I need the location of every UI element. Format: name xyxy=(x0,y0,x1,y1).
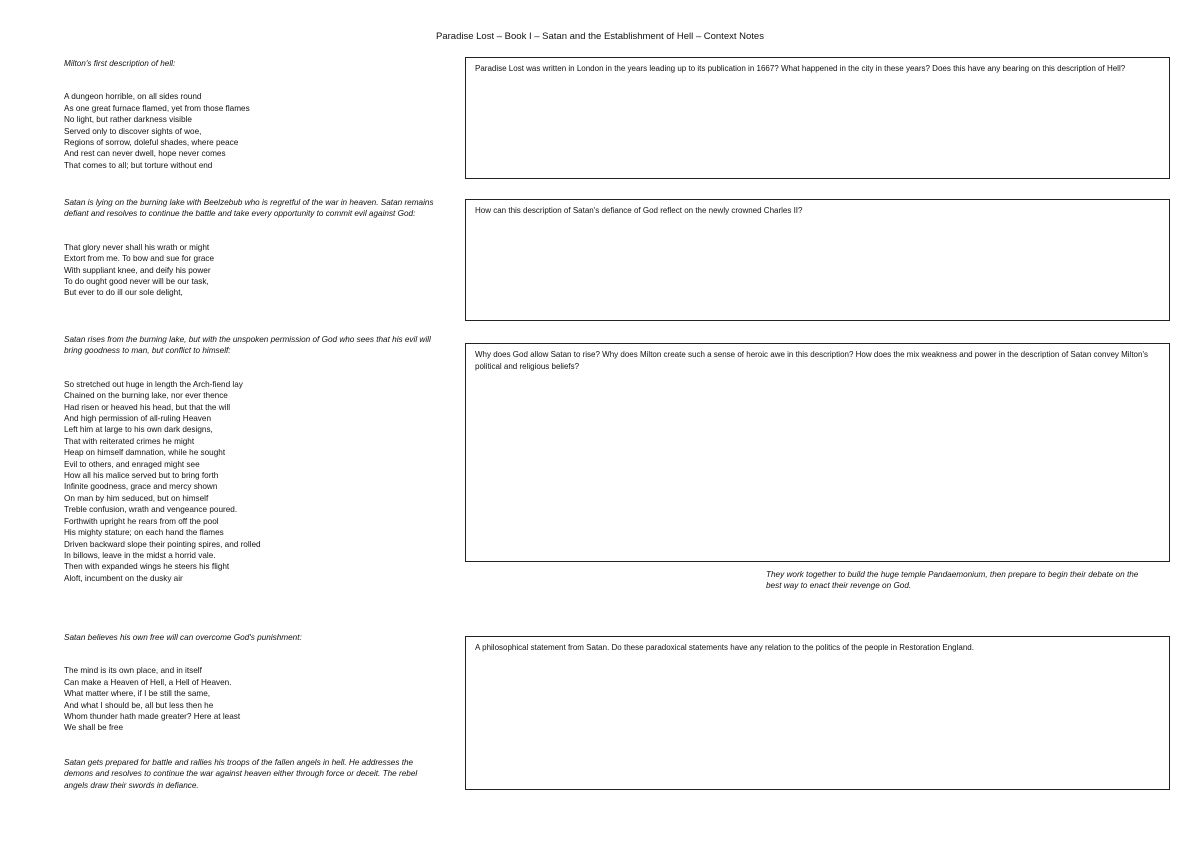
poem-line: Infinite goodness, grace and mercy shown xyxy=(64,482,218,492)
poem-line: But ever to do ill our sole delight, xyxy=(64,288,183,298)
poem-line: And rest can never dwell, hope never comes xyxy=(64,149,226,159)
section-intro: Satan is lying on the burning lake with Beelzebub who is regretful of the war in heaven. Satan remains defiant and resolves to continue the battle and take every opportunity to commit evil against God: xyxy=(64,198,434,219)
poem-line: Driven backward slope their pointing spires, and rolled xyxy=(64,539,261,549)
question-text: A philosophical statement from Satan. Do these paradoxical statements have any relation to the politics of the people in Restoration England. xyxy=(475,643,974,652)
poem-line: That glory never shall his wrath or might xyxy=(64,242,210,252)
section-free-will xyxy=(64,632,439,734)
poem-line: Left him at large to his own dark designs, xyxy=(64,425,213,435)
poem-line: With suppliant knee, and deify his power xyxy=(64,265,211,275)
poem-line: Treble confusion, wrath and vengeance poured. xyxy=(64,505,238,515)
poem-line: And what I should be, all but less then he xyxy=(64,700,214,710)
question-text: Why does God allow Satan to rise? Why does Milton create such a sense of heroic awe in this description? How does the mix weakness and power in the description of Satan convey Milton's political and religious beliefs? xyxy=(475,350,1148,371)
poem-line: The mind is its own place, and in itself xyxy=(64,666,202,676)
poem-line: How all his malice served but to bring forth xyxy=(64,471,219,481)
side-note-pandaemonium: They work together to build the huge temple Pandaemonium, then prepare to begin their debate on the best way to enact their revenge on God. xyxy=(766,570,1139,591)
poem-line: Had risen or heaved his head, but that the will xyxy=(64,402,231,412)
question-box-london[interactable] xyxy=(465,57,1170,179)
poem-line: Served only to discover sights of woe, xyxy=(64,126,202,136)
section-intro: Satan rises from the burning lake, but with the unspoken permission of God who sees that his evil will bring goodness to man, but conflict to himself: xyxy=(64,335,431,356)
section-intro: Milton's first description of hell: xyxy=(64,59,176,68)
poem-line: Regions of sorrow, doleful shades, where peace xyxy=(64,138,239,148)
poem-line: Then with expanded wings he steers his flight xyxy=(64,562,230,572)
poem-line: His mighty stature; on each hand the flames xyxy=(64,528,224,538)
poem-line: On man by him seduced, but on himself xyxy=(64,493,209,503)
poem-line: So stretched out huge in length the Arch-fiend lay xyxy=(64,379,243,389)
poem-line: That with reiterated crimes he might xyxy=(64,436,195,446)
poem-line: What matter where, if I be still the same, xyxy=(64,689,211,699)
poem-line: Aloft, incumbent on the dusky air xyxy=(64,573,183,583)
page-title: Paradise Lost – Book I – Satan and the Establishment of Hell – Context Notes xyxy=(436,31,764,42)
question-box-satan-rise[interactable] xyxy=(465,343,1170,562)
section-satan-rises xyxy=(64,334,439,584)
section-hell-description xyxy=(64,58,439,171)
poem-line: We shall be free xyxy=(64,723,124,733)
poem-line: In billows, leave in the midst a horrid vale. xyxy=(64,550,216,560)
section-intro: Satan believes his own free will can overcome God's punishment: xyxy=(64,633,302,642)
poem-line: Evil to others, and enraged might see xyxy=(64,459,200,469)
poem-line: That comes to all; but torture without end xyxy=(64,160,213,170)
question-box-charles-ii[interactable] xyxy=(465,199,1170,321)
poem-line: No light, but rather darkness visible xyxy=(64,115,192,125)
poem-line: Forthwith upright he rears from off the pool xyxy=(64,516,219,526)
poem-line: And high permission of all-ruling Heaven xyxy=(64,414,211,424)
section-satan-defiance xyxy=(64,197,439,299)
question-text: Paradise Lost was written in London in the years leading up to its publication in 1667? What happened in the city in these years? Does this have any bearing on this description of Hell? xyxy=(475,64,1126,73)
poem-line: Whom thunder hath made greater? Here at least xyxy=(64,712,241,722)
poem-line: Can make a Heaven of Hell, a Hell of Heaven. xyxy=(64,677,232,687)
section-intro: Satan gets prepared for battle and rallies his troops of the fallen angels in hell. He addresses the demons and resolves to continue the war against heaven either through force or deceit. The rebel angels draw their swords in defiance. xyxy=(64,758,418,790)
poem-line: Extort from me. To bow and sue for grace xyxy=(64,254,215,264)
poem-line: A dungeon horrible, on all sides round xyxy=(64,92,202,102)
question-text: How can this description of Satan's defiance of God reflect on the newly crowned Charles II? xyxy=(475,206,803,215)
section-battle-preparation xyxy=(64,757,439,791)
poem-line: To do ought good never will be our task, xyxy=(64,277,209,287)
poem-line: Heap on himself damnation, while he sought xyxy=(64,448,226,458)
question-box-philosophical[interactable] xyxy=(465,636,1170,790)
poem-line: As one great furnace flamed, yet from those flames xyxy=(64,103,250,113)
poem-line: Chained on the burning lake, nor ever thence xyxy=(64,391,228,401)
